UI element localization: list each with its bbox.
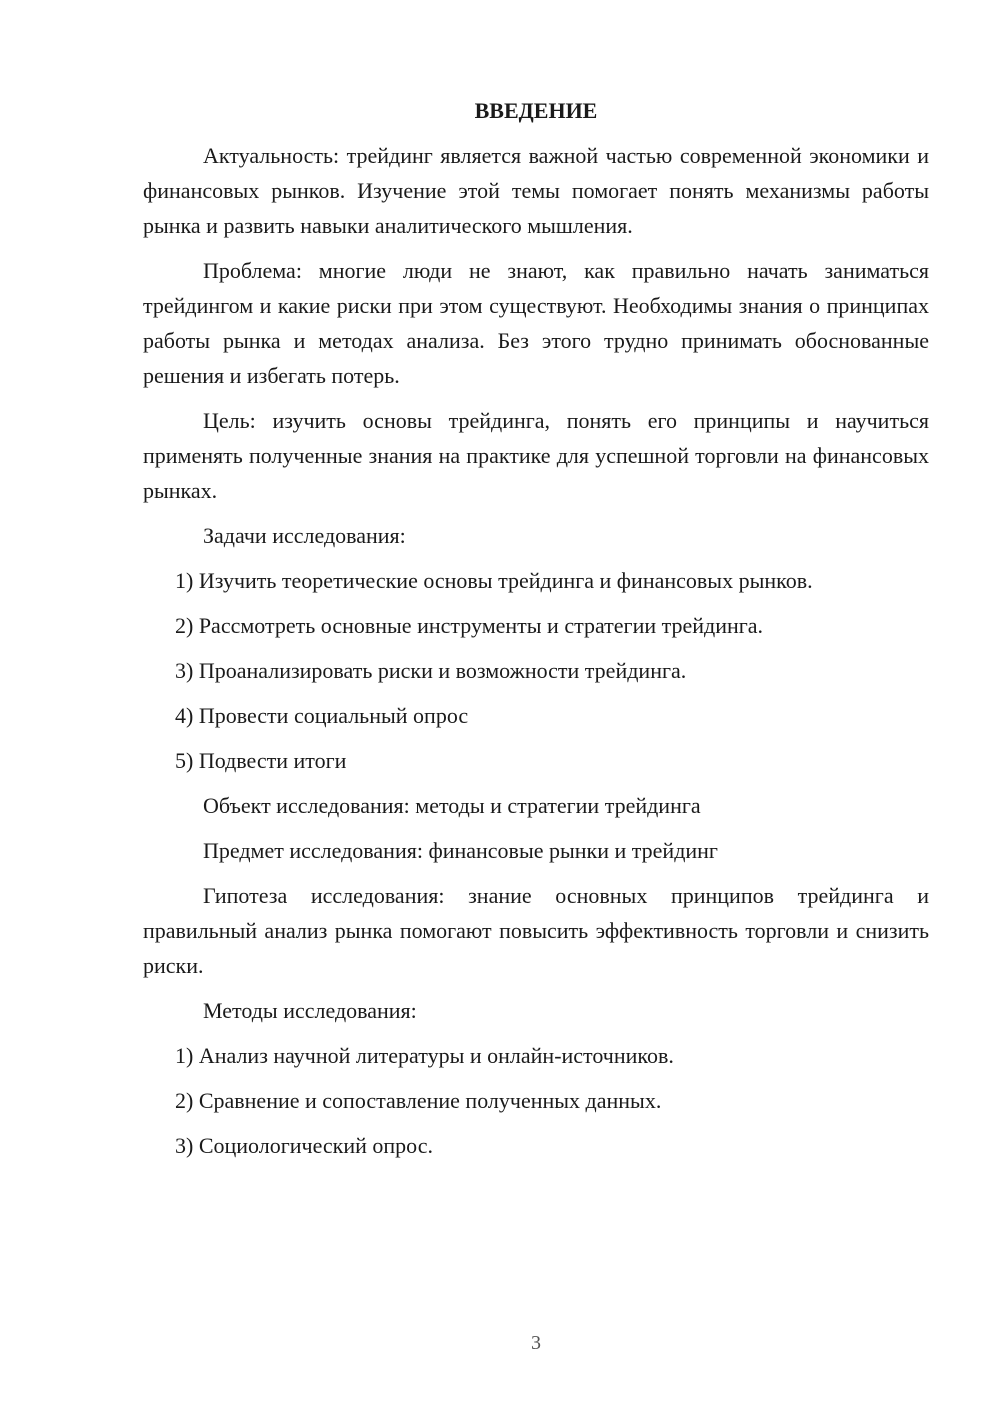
relevance-paragraph: Актуальность: трейдинг является важной частью современной экономики и финансовых рынков. Изучение этой темы помогает понять механизмы работы рынка и развить навыки аналитического мышления. — [143, 143, 929, 238]
task-item: 2) Рассмотреть основные инструменты и стратегии трейдинга. — [175, 613, 764, 638]
problem-paragraph: Проблема: многие люди не знают, как правильно начать заниматься трейдингом и какие риски при этом существуют. Необходимы знания о принципах работы рынка и методах анализа. Без этого трудно принимать обоснованные решения и избегать потерь. — [143, 258, 929, 388]
task-item: 3) Проанализировать риски и возможности трейдинга. — [175, 658, 687, 683]
method-item: 1) Анализ научной литературы и онлайн-источников. — [175, 1043, 674, 1068]
document-page — [143, 96, 929, 1173]
task-item: 5) Подвести итоги — [175, 748, 347, 773]
tasks-heading: Задачи исследования: — [203, 523, 406, 548]
task-item: 4) Провести социальный опрос — [175, 703, 469, 728]
research-subject: Предмет исследования: финансовые рынки и трейдинг — [203, 838, 718, 863]
page-title: ВВЕДЕНИЕ — [474, 98, 598, 123]
hypothesis-paragraph: Гипотеза исследования: знание основных принципов трейдинга и правильный анализ рынка помогают повысить эффективность торговли и снизить риски. — [143, 883, 929, 978]
research-object: Объект исследования: методы и стратегии трейдинга — [203, 793, 701, 818]
methods-heading: Методы исследования: — [203, 998, 417, 1023]
task-item: 1) Изучить теоретические основы трейдинга и финансовых рынков. — [175, 568, 813, 593]
goal-paragraph: Цель: изучить основы трейдинга, понять его принципы и научиться применять полученные знания на практике для успешной торговли на финансовых рынках. — [143, 408, 929, 503]
method-item: 2) Сравнение и сопоставление полученных данных. — [175, 1088, 662, 1113]
page-number: 3 — [531, 1332, 541, 1354]
method-item: 3) Социологический опрос. — [175, 1133, 433, 1158]
